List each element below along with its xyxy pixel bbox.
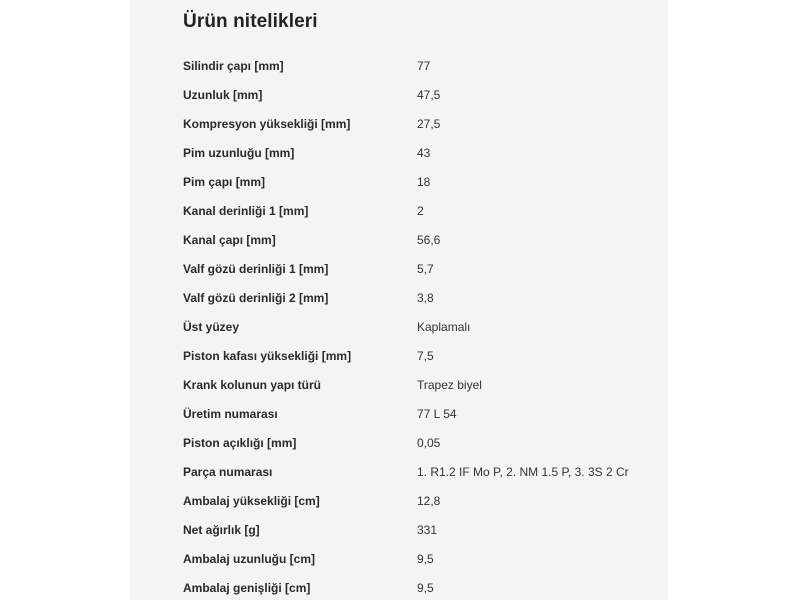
spec-row [183,428,653,457]
spec-label: Piston kafası yüksekliği [mm] [183,348,352,363]
section-title: Ürün nitelikleri [183,11,318,32]
spec-row [183,399,653,428]
spec-row [183,283,653,312]
spec-label: Pim çapı [mm] [183,174,266,189]
spec-row [183,138,653,167]
spec-value: 2 [417,203,424,218]
spec-row [183,341,653,370]
spec-row [183,51,653,80]
spec-label: Pim uzunluğu [mm] [183,145,295,160]
spec-label: Kanal çapı [mm] [183,232,276,247]
spec-label: Krank kolunun yapı türü [183,377,322,392]
spec-value: 331 [417,522,438,537]
spec-value: 1. R1.2 IF Mo P, 2. NM 1.5 P, 3. 3S 2 Cr [417,464,629,479]
spec-value: 9,5 [417,580,434,595]
spec-label: Ambalaj yüksekliği [cm] [183,493,320,508]
spec-label: Üretim numarası [183,406,278,421]
spec-value: Kaplamalı [417,319,471,334]
spec-value: 9,5 [417,551,434,566]
spec-value: 7,5 [417,348,434,363]
spec-row [183,80,653,109]
spec-label: Valf gözü derinliği 1 [mm] [183,261,329,276]
spec-label: Uzunluk [mm] [183,87,263,102]
spec-row [183,457,653,486]
spec-value: 56,6 [417,232,441,247]
spec-value: 43 [417,145,431,160]
spec-value: 5,7 [417,261,434,276]
spec-list [183,51,653,600]
spec-label: Piston açıklığı [mm] [183,435,297,450]
spec-row [183,312,653,341]
spec-value: 3,8 [417,290,434,305]
spec-row [183,109,653,138]
spec-row [183,254,653,283]
spec-row [183,573,653,600]
spec-value: 77 L 54 [417,406,457,421]
spec-value: 18 [417,174,431,189]
spec-label: Üst yüzey [183,319,240,334]
spec-row [183,167,653,196]
spec-value: 27,5 [417,116,441,131]
spec-row [183,225,653,254]
spec-label: Net ağırlık [g] [183,522,260,537]
spec-row [183,486,653,515]
spec-label: Ambalaj uzunluğu [cm] [183,551,315,566]
spec-label: Valf gözü derinliği 2 [mm] [183,290,329,305]
spec-label: Ambalaj genişliği [cm] [183,580,311,595]
spec-label: Parça numarası [183,464,273,479]
spec-row [183,196,653,225]
spec-value: 47,5 [417,87,441,102]
spec-value: 0,05 [417,435,441,450]
spec-row [183,515,653,544]
spec-value: 12,8 [417,493,441,508]
spec-row [183,370,653,399]
spec-value: Trapez biyel [417,377,482,392]
spec-label: Kompresyon yüksekliği [mm] [183,116,351,131]
spec-value: 77 [417,58,431,73]
spec-label: Kanal derinliği 1 [mm] [183,203,309,218]
spec-row [183,544,653,573]
spec-label: Silindir çapı [mm] [183,58,284,73]
